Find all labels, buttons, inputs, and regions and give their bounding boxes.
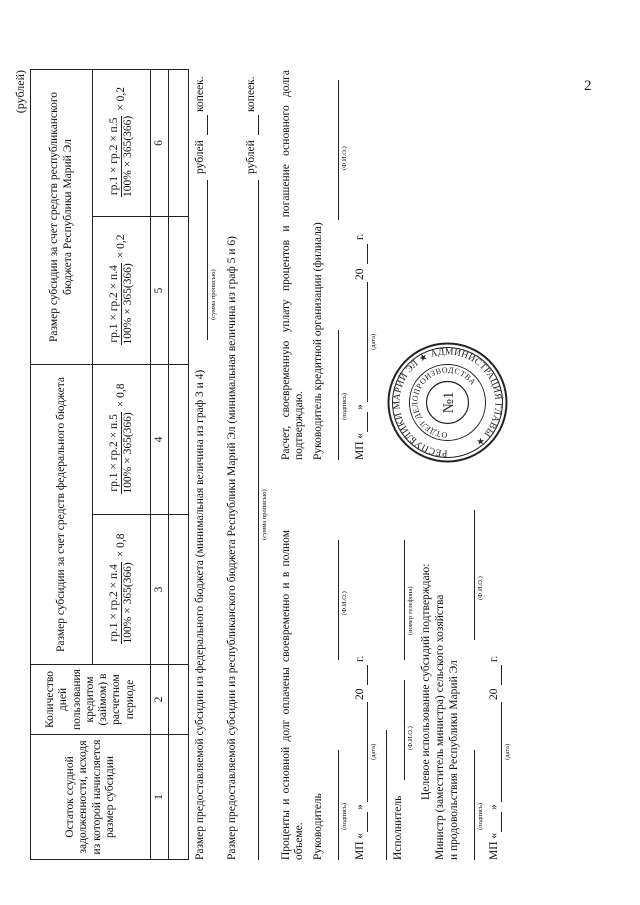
borrower-head-label: Руководитель	[312, 793, 324, 860]
borrower-sign-caption: (подпись)	[341, 803, 348, 830]
republic-sum-caption: (сумма прописью)	[261, 489, 268, 540]
bank-sign-caption: (подпись)	[341, 393, 348, 420]
bank-head-label: Руководитель кредитной организации (филиала)	[312, 222, 324, 460]
header-republic: Размер субсидии за счет средств республиканского бюджета Республики Марий Эл	[31, 69, 93, 364]
confirm-label: Целевое использование субсидий подтверждаю:	[420, 563, 432, 800]
borrower-fio-caption: (Ф.И.О.)	[341, 591, 348, 615]
formula-6: гр.1 × гр.2 × п.5 100% × 365(366) × 0,2	[93, 69, 151, 216]
header-col2: Количество дней пользования кредитом (займом) в расчетном периоде	[31, 665, 151, 735]
minister-date-caption: (дата)	[504, 743, 511, 760]
minister-line-2: и продовольствия Республики Марий Эл	[448, 660, 460, 860]
formula-3: гр.1 × гр.2 × п.4 100% × 365(366) × 0,8	[93, 515, 151, 665]
minister-mp: МП «	[488, 832, 500, 860]
minister-sign-caption: (подпись)	[477, 803, 484, 830]
bank-fio-caption: (Ф.И.О.)	[341, 146, 348, 170]
rotated-form: (рублей) Остаток ссудной задолженности, исходя из которой начисляется размер субсидии Количество дней пользования кредитом (займом) в расчетном периоде Размер субсидии за счет средств федерального бюджета Размер субсидии за счет средств республиканского бюджета Республики Марий Эл гр.1 × гр.2 × п.4 100% × 365(366) × 0,8 гр.1 × гр.2 × п.5 100% × 365(366) × 0,8 гр.1 × гр.2 × п.4 100% × 365(366) × 0,2 гр.1 × гр.2 × п.5 100% × 365(366) × 0,2 1 2 3 4 5 6 Размер предоставляемой субсидии из федерального бюджета (минимальная величина из граф 3 и 4) рублей копеек. (сумма прописью) Размер предоставляемой субсидии из республиканского бюджета Республики Марий Эл (минимальная величина из граф 5 и 6) рублей копеек. (сумма прописью) Проценты и основной долг оплачены своевременно и в полном объеме. Руководитель (подпись) (Ф.И.О.) МП « » 20 г. (дата) Исполнитель (Ф.И.О.) (номер телефона) Целевое использование субсидий подтверждаю: Министр (заместитель министра) сельского хозяйства и продовольствия Республики Марий Эл (подпись) (Ф.И.О.) МП « » 20 г. (дата) Расчет, своевременную уплату процентов и погашение основного долга подтверждаю. Руководитель кредитной организации (филиала) (подпись) (Ф.И.О.) МП « » 20 г. (дата) РЕСПУБЛИКИ МАРИЙ ЭЛ ★ АДМИНИСТРАЦИЯ ГЛАВЫ ★ ОТДЕЛ ДЕЛОПРОИЗВОДСТВА №1	[13, 70, 511, 860]
minister-fio-caption: (Ф.И.О.)	[477, 576, 484, 600]
formula-4: гр.1 × гр.2 × п.5 100% × 365(366) × 0,8	[93, 365, 151, 515]
svg-text:№1: №1	[441, 391, 457, 414]
formula-5: гр.1 × гр.2 × п.4 100% × 365(366) × 0,2	[93, 217, 151, 365]
executor-label: Исполнитель	[392, 795, 404, 860]
col-number-3: 3	[151, 515, 169, 665]
executor-phone-caption: (номер телефона)	[407, 586, 414, 635]
header-col1: Остаток ссудной задолженности, исходя из которой начисляется размер субсидии	[31, 735, 151, 860]
republic-subsidy-line: Размер предоставляемой субсидии из республиканского бюджета Республики Марий Эл (минимальная величина из граф 5 и 6)	[226, 236, 238, 860]
svg-text:ОТДЕЛ ДЕЛОПРОИЗВОДСТВА: ОТДЕЛ ДЕЛОПРОИЗВОДСТВА	[410, 365, 478, 440]
col-number-6: 6	[151, 69, 169, 216]
federal-kop: копеек.	[194, 76, 206, 112]
col-number-5: 5	[151, 217, 169, 365]
stamp-seal	[385, 340, 510, 465]
federal-rub: рублей	[194, 140, 206, 174]
header-federal: Размер субсидии за счет средств федерального бюджета	[31, 365, 93, 665]
borrower-mp: МП «	[354, 832, 366, 860]
bank-mp: МП «	[354, 432, 366, 460]
republic-kop: копеек.	[245, 76, 257, 112]
unit-label: (рублей)	[13, 70, 27, 114]
republic-rub: рублей	[245, 140, 257, 174]
subsidy-table	[30, 69, 189, 860]
page-number: 2	[584, 78, 592, 94]
col-number-4: 4	[151, 365, 169, 515]
borrower-paragraph: Проценты и основной долг оплачены своевременно и в полном объеме.	[280, 530, 306, 860]
col-number-1: 1	[151, 735, 169, 860]
borrower-date-caption: (дата)	[370, 743, 377, 760]
bank-date-caption: (дата)	[370, 333, 377, 350]
minister-line-1: Министр (заместитель министра) сельского хозяйства	[434, 594, 446, 860]
svg-text:РЕСПУБЛИКИ МАРИЙ ЭЛ ★ АДМИНИСТ: РЕСПУБЛИКИ МАРИЙ ЭЛ ★ АДМИНИСТРАЦИЯ ГЛАВЫ ★	[392, 347, 503, 458]
bank-paragraph: Расчет, своевременную уплату процентов и погашение основного долга подтверждаю.	[280, 70, 306, 460]
executor-fio-caption: (Ф.И.О.)	[407, 726, 414, 750]
col-number-2: 2	[151, 665, 169, 735]
federal-sum-caption: (сумма прописью)	[210, 269, 217, 320]
official-stamp	[385, 340, 510, 465]
federal-subsidy-line: Размер предоставляемой субсидии из федерального бюджета (минимальная величина из граф 3 и 4)	[194, 369, 206, 860]
